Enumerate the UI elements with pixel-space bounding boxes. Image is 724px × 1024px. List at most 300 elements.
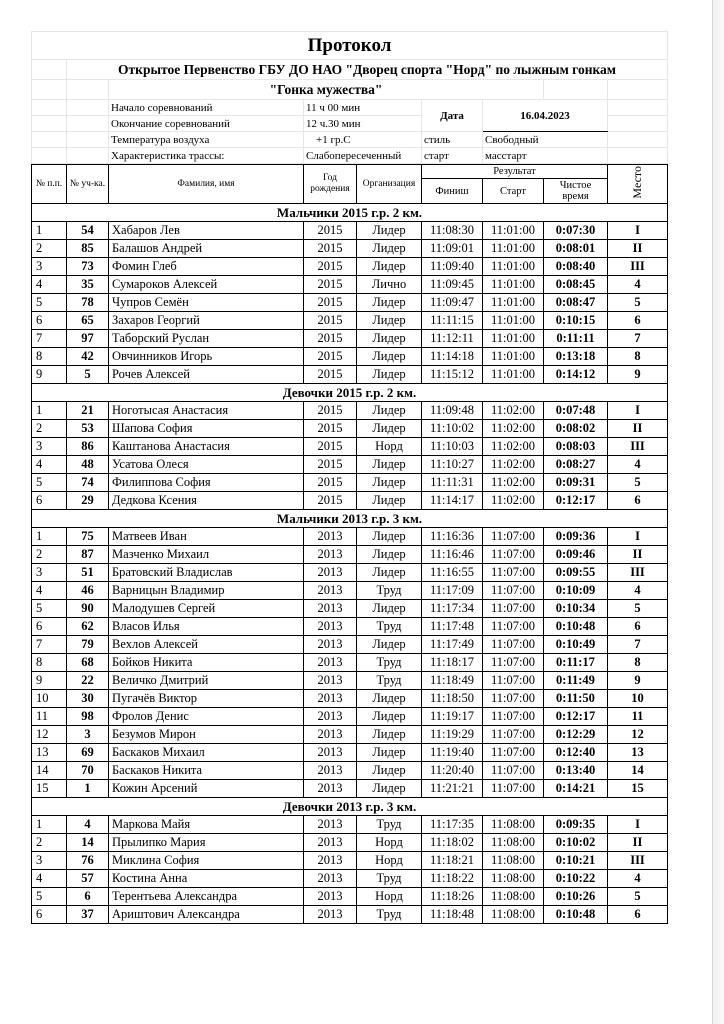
start-time: 11:07:00 [483,546,544,564]
organization: Труд [357,582,422,600]
net-time: 0:10:34 [544,600,608,618]
table-row [32,636,668,654]
organization: Норд [357,834,422,852]
organization: Лидер [357,708,422,726]
table-row [32,456,668,474]
row-number: 1 [32,402,67,420]
finish-time: 11:18:22 [422,870,483,888]
organization: Лидер [357,636,422,654]
organization: Лидер [357,402,422,420]
row-number: 1 [32,528,67,546]
organization: Лидер [357,240,422,258]
organization: Лидер [357,312,422,330]
net-time: 0:10:02 [544,834,608,852]
finish-time: 11:09:40 [422,258,483,276]
birth-year: 2013 [304,582,357,600]
place: 13 [608,744,668,762]
row-number: 6 [32,492,67,510]
row-number: 8 [32,348,67,366]
table-row [32,618,668,636]
athlete-name: Овчинников Игорь [109,348,304,366]
start-time: 11:07:00 [483,780,544,798]
organization: Лидер [357,294,422,312]
finish-time: 11:09:01 [422,240,483,258]
table-row [32,528,668,546]
place: III [608,438,668,456]
table-row [32,240,668,258]
table-row [32,276,668,294]
end-time-label: Окончание соревнований [109,116,304,132]
bib-number: 51 [67,564,109,582]
bib-number: 69 [67,744,109,762]
bib-number: 29 [67,492,109,510]
finish-time: 11:10:02 [422,420,483,438]
net-time: 0:11:50 [544,690,608,708]
bib-number: 73 [67,258,109,276]
bib-number: 86 [67,438,109,456]
birth-year: 2015 [304,222,357,240]
table-row [32,492,668,510]
bib-number: 46 [67,582,109,600]
finish-time: 11:17:09 [422,582,483,600]
table-row [32,852,668,870]
net-time: 0:13:40 [544,762,608,780]
table-row [32,222,668,240]
organization: Лидер [357,420,422,438]
organization: Лидер [357,564,422,582]
organization: Лидер [357,222,422,240]
col-finish: Финиш [422,179,483,204]
bib-number: 75 [67,528,109,546]
finish-time: 11:14:17 [422,492,483,510]
athlete-name: Безумов Мирон [109,726,304,744]
row-number: 5 [32,600,67,618]
table-row [32,834,668,852]
table-row [32,744,668,762]
row-number: 1 [32,222,67,240]
athlete-name: Баскаков Михаил [109,744,304,762]
start-time: 11:02:00 [483,402,544,420]
start-time: 11:02:00 [483,456,544,474]
athlete-name: Каштанова Анастасия [109,438,304,456]
athlete-name: Хабаров Лев [109,222,304,240]
row-number: 2 [32,420,67,438]
athlete-name: Захаров Георгий [109,312,304,330]
organization: Лидер [357,744,422,762]
row-number: 3 [32,258,67,276]
organization: Норд [357,852,422,870]
row-number: 3 [32,852,67,870]
place: 9 [608,366,668,384]
bib-number: 78 [67,294,109,312]
place: II [608,834,668,852]
birth-year: 2015 [304,402,357,420]
group-header-row [32,798,668,816]
bib-number: 54 [67,222,109,240]
finish-time: 11:14:18 [422,348,483,366]
table-row [32,690,668,708]
col-start: Старт [483,179,544,204]
bib-number: 98 [67,708,109,726]
finish-time: 11:18:48 [422,906,483,924]
finish-time: 11:18:21 [422,852,483,870]
athlete-name: Балашов Андрей [109,240,304,258]
birth-year: 2015 [304,456,357,474]
bib-number: 6 [67,888,109,906]
start-time: 11:07:00 [483,600,544,618]
start-time: 11:07:00 [483,564,544,582]
finish-time: 11:18:26 [422,888,483,906]
finish-time: 11:09:45 [422,276,483,294]
col-bib: № уч-ка. [67,165,109,204]
net-time: 0:08:01 [544,240,608,258]
table-row [32,402,668,420]
organization: Труд [357,906,422,924]
col-name: Фамилия, имя [109,165,304,204]
birth-year: 2013 [304,564,357,582]
bib-number: 74 [67,474,109,492]
athlete-name: Таборский Руслан [109,330,304,348]
place: 6 [608,312,668,330]
birth-year: 2015 [304,330,357,348]
table-row [32,564,668,582]
organization: Лидер [357,348,422,366]
table-row [32,474,668,492]
organization: Труд [357,672,422,690]
row-number: 10 [32,690,67,708]
net-time: 0:14:21 [544,780,608,798]
place: 5 [608,474,668,492]
table-row [32,870,668,888]
athlete-name: Рочев Алексей [109,366,304,384]
table-row [32,906,668,924]
organization: Лидер [357,546,422,564]
row-number: 14 [32,762,67,780]
finish-time: 11:11:31 [422,474,483,492]
start-time: 11:01:00 [483,294,544,312]
row-number: 3 [32,564,67,582]
net-time: 0:14:12 [544,366,608,384]
table-row [32,438,668,456]
start-time: 11:01:00 [483,312,544,330]
athlete-name: Ариштович Александра [109,906,304,924]
organization: Норд [357,438,422,456]
results-body [32,204,668,924]
start-time: 11:02:00 [483,438,544,456]
table-row [32,258,668,276]
net-time: 0:07:30 [544,222,608,240]
finish-time: 11:16:55 [422,564,483,582]
place: 9 [608,672,668,690]
group-title: Девочки 2013 г.р. 3 км. [32,798,668,816]
finish-time: 11:17:48 [422,618,483,636]
start-time: 11:07:00 [483,528,544,546]
start-time: 11:02:00 [483,420,544,438]
row-number: 7 [32,636,67,654]
athlete-name: Дедкова Ксения [109,492,304,510]
net-time: 0:08:02 [544,420,608,438]
finish-time: 11:19:40 [422,744,483,762]
group-title: Девочки 2015 г.р. 2 км. [32,384,668,402]
organization: Лидер [357,528,422,546]
row-number: 6 [32,906,67,924]
place: 14 [608,762,668,780]
style-label: стиль [422,132,483,148]
place: I [608,528,668,546]
finish-time: 11:21:21 [422,780,483,798]
bib-number: 97 [67,330,109,348]
start-time: 11:08:00 [483,870,544,888]
athlete-name: Прылипко Мария [109,834,304,852]
bib-number: 79 [67,636,109,654]
birth-year: 2015 [304,348,357,366]
athlete-name: Бойков Никита [109,654,304,672]
table-row [32,420,668,438]
table-row [32,780,668,798]
row-number: 2 [32,834,67,852]
end-time-value: 12 ч.30 мин [304,116,422,132]
finish-time: 11:16:46 [422,546,483,564]
birth-year: 2015 [304,294,357,312]
table-row [32,672,668,690]
place: II [608,546,668,564]
athlete-name: Вехлов Алексей [109,636,304,654]
organization: Лидер [357,258,422,276]
table-row [32,348,668,366]
organization: Труд [357,816,422,834]
net-time: 0:08:47 [544,294,608,312]
place: 4 [608,582,668,600]
finish-time: 11:09:48 [422,402,483,420]
net-time: 0:11:11 [544,330,608,348]
start-time: 11:01:00 [483,330,544,348]
bib-number: 14 [67,834,109,852]
place: 15 [608,780,668,798]
finish-time: 11:19:29 [422,726,483,744]
bib-number: 57 [67,870,109,888]
place: 4 [608,276,668,294]
start-type-label: старт [422,148,483,164]
finish-time: 11:19:17 [422,708,483,726]
bib-number: 42 [67,348,109,366]
net-time: 0:10:48 [544,618,608,636]
start-time: 11:07:00 [483,708,544,726]
results-table [31,164,668,924]
table-row [32,600,668,618]
net-time: 0:12:17 [544,708,608,726]
organization: Лидер [357,492,422,510]
bib-number: 5 [67,366,109,384]
place: 7 [608,636,668,654]
birth-year: 2013 [304,708,357,726]
row-number: 12 [32,726,67,744]
finish-time: 11:18:02 [422,834,483,852]
table-row [32,312,668,330]
place: III [608,564,668,582]
net-time: 0:10:48 [544,906,608,924]
place: III [608,258,668,276]
finish-time: 11:17:49 [422,636,483,654]
row-number: 9 [32,366,67,384]
bib-number: 76 [67,852,109,870]
row-number: 4 [32,582,67,600]
place: I [608,222,668,240]
birth-year: 2013 [304,816,357,834]
organization: Лидер [357,780,422,798]
net-time: 0:12:29 [544,726,608,744]
net-time: 0:08:40 [544,258,608,276]
birth-year: 2015 [304,474,357,492]
place: 12 [608,726,668,744]
finish-time: 11:17:35 [422,816,483,834]
date-label: Дата [422,100,483,132]
place: 5 [608,888,668,906]
net-time: 0:07:48 [544,402,608,420]
bib-number: 37 [67,906,109,924]
place: III [608,852,668,870]
group-header-row [32,384,668,402]
start-time: 11:01:00 [483,348,544,366]
place: 4 [608,870,668,888]
net-time: 0:11:49 [544,672,608,690]
organization: Лидер [357,690,422,708]
bib-number: 53 [67,420,109,438]
finish-time: 11:15:12 [422,366,483,384]
bib-number: 62 [67,618,109,636]
organization: Лидер [357,600,422,618]
athlete-name: Миклина София [109,852,304,870]
birth-year: 2013 [304,744,357,762]
group-header-row [32,510,668,528]
start-time: 11:07:00 [483,618,544,636]
net-time: 0:09:46 [544,546,608,564]
athlete-name: Малодушев Сергей [109,600,304,618]
athlete-name: Баскаков Никита [109,762,304,780]
organization: Лидер [357,474,422,492]
finish-time: 11:10:27 [422,456,483,474]
start-time: 11:07:00 [483,726,544,744]
place: I [608,402,668,420]
start-time-value: 11 ч 00 мин [304,100,422,116]
start-time: 11:08:00 [483,816,544,834]
bib-number: 1 [67,780,109,798]
group-header-row [32,204,668,222]
athlete-name: Фомин Глеб [109,258,304,276]
place: 5 [608,600,668,618]
finish-time: 11:20:40 [422,762,483,780]
birth-year: 2015 [304,420,357,438]
birth-year: 2015 [304,276,357,294]
bib-number: 35 [67,276,109,294]
group-title: Мальчики 2013 г.р. 3 км. [32,510,668,528]
bib-number: 30 [67,690,109,708]
athlete-name: Величко Дмитрий [109,672,304,690]
table-row [32,582,668,600]
athlete-name: Терентьева Александра [109,888,304,906]
net-time: 0:10:49 [544,636,608,654]
col-net-time: Чистое время [544,179,608,204]
birth-year: 2015 [304,438,357,456]
place: 10 [608,690,668,708]
table-row [32,366,668,384]
row-number: 4 [32,276,67,294]
table-row [32,708,668,726]
athlete-name: Филиппова София [109,474,304,492]
bib-number: 21 [67,402,109,420]
row-number: 6 [32,618,67,636]
finish-time: 11:18:50 [422,690,483,708]
net-time: 0:09:55 [544,564,608,582]
place: 6 [608,618,668,636]
athlete-name: Фролов Денис [109,708,304,726]
place: 8 [608,348,668,366]
place: 7 [608,330,668,348]
competition-title: Открытое Первенство ГБУ ДО НАО "Дворец спорта "Норд" по лыжным гонкам [67,60,668,80]
birth-year: 2013 [304,852,357,870]
row-number: 13 [32,744,67,762]
net-time: 0:09:35 [544,816,608,834]
bib-number: 3 [67,726,109,744]
place: II [608,240,668,258]
start-time: 11:08:00 [483,906,544,924]
row-number: 8 [32,654,67,672]
bib-number: 70 [67,762,109,780]
birth-year: 2013 [304,906,357,924]
bib-number: 87 [67,546,109,564]
bib-number: 22 [67,672,109,690]
table-row [32,330,668,348]
row-number: 7 [32,330,67,348]
net-time: 0:13:18 [544,348,608,366]
net-time: 0:08:27 [544,456,608,474]
start-time: 11:07:00 [483,654,544,672]
birth-year: 2013 [304,654,357,672]
birth-year: 2015 [304,312,357,330]
net-time: 0:08:03 [544,438,608,456]
net-time: 0:09:36 [544,528,608,546]
document-title: Протокол [32,32,668,60]
bib-number: 90 [67,600,109,618]
start-time-label: Начало соревнований [109,100,304,116]
birth-year: 2015 [304,258,357,276]
net-time: 0:12:40 [544,744,608,762]
place: 6 [608,906,668,924]
finish-time: 11:08:30 [422,222,483,240]
organization: Труд [357,618,422,636]
net-time: 0:10:26 [544,888,608,906]
row-number: 11 [32,708,67,726]
place: 8 [608,654,668,672]
finish-time: 11:09:47 [422,294,483,312]
finish-time: 11:12:11 [422,330,483,348]
group-title: Мальчики 2015 г.р. 2 км. [32,204,668,222]
organization: Лидер [357,330,422,348]
start-time: 11:08:00 [483,888,544,906]
athlete-name: Сумароков Алексей [109,276,304,294]
finish-time: 11:17:34 [422,600,483,618]
athlete-name: Варницын Владимир [109,582,304,600]
row-number: 4 [32,456,67,474]
start-type-value: масстарт [483,148,608,164]
net-time: 0:10:09 [544,582,608,600]
finish-time: 11:10:03 [422,438,483,456]
place: 6 [608,492,668,510]
athlete-name: Шапова София [109,420,304,438]
athlete-name: Ноготысая Анастасия [109,402,304,420]
bib-number: 65 [67,312,109,330]
net-time: 0:11:17 [544,654,608,672]
birth-year: 2013 [304,834,357,852]
